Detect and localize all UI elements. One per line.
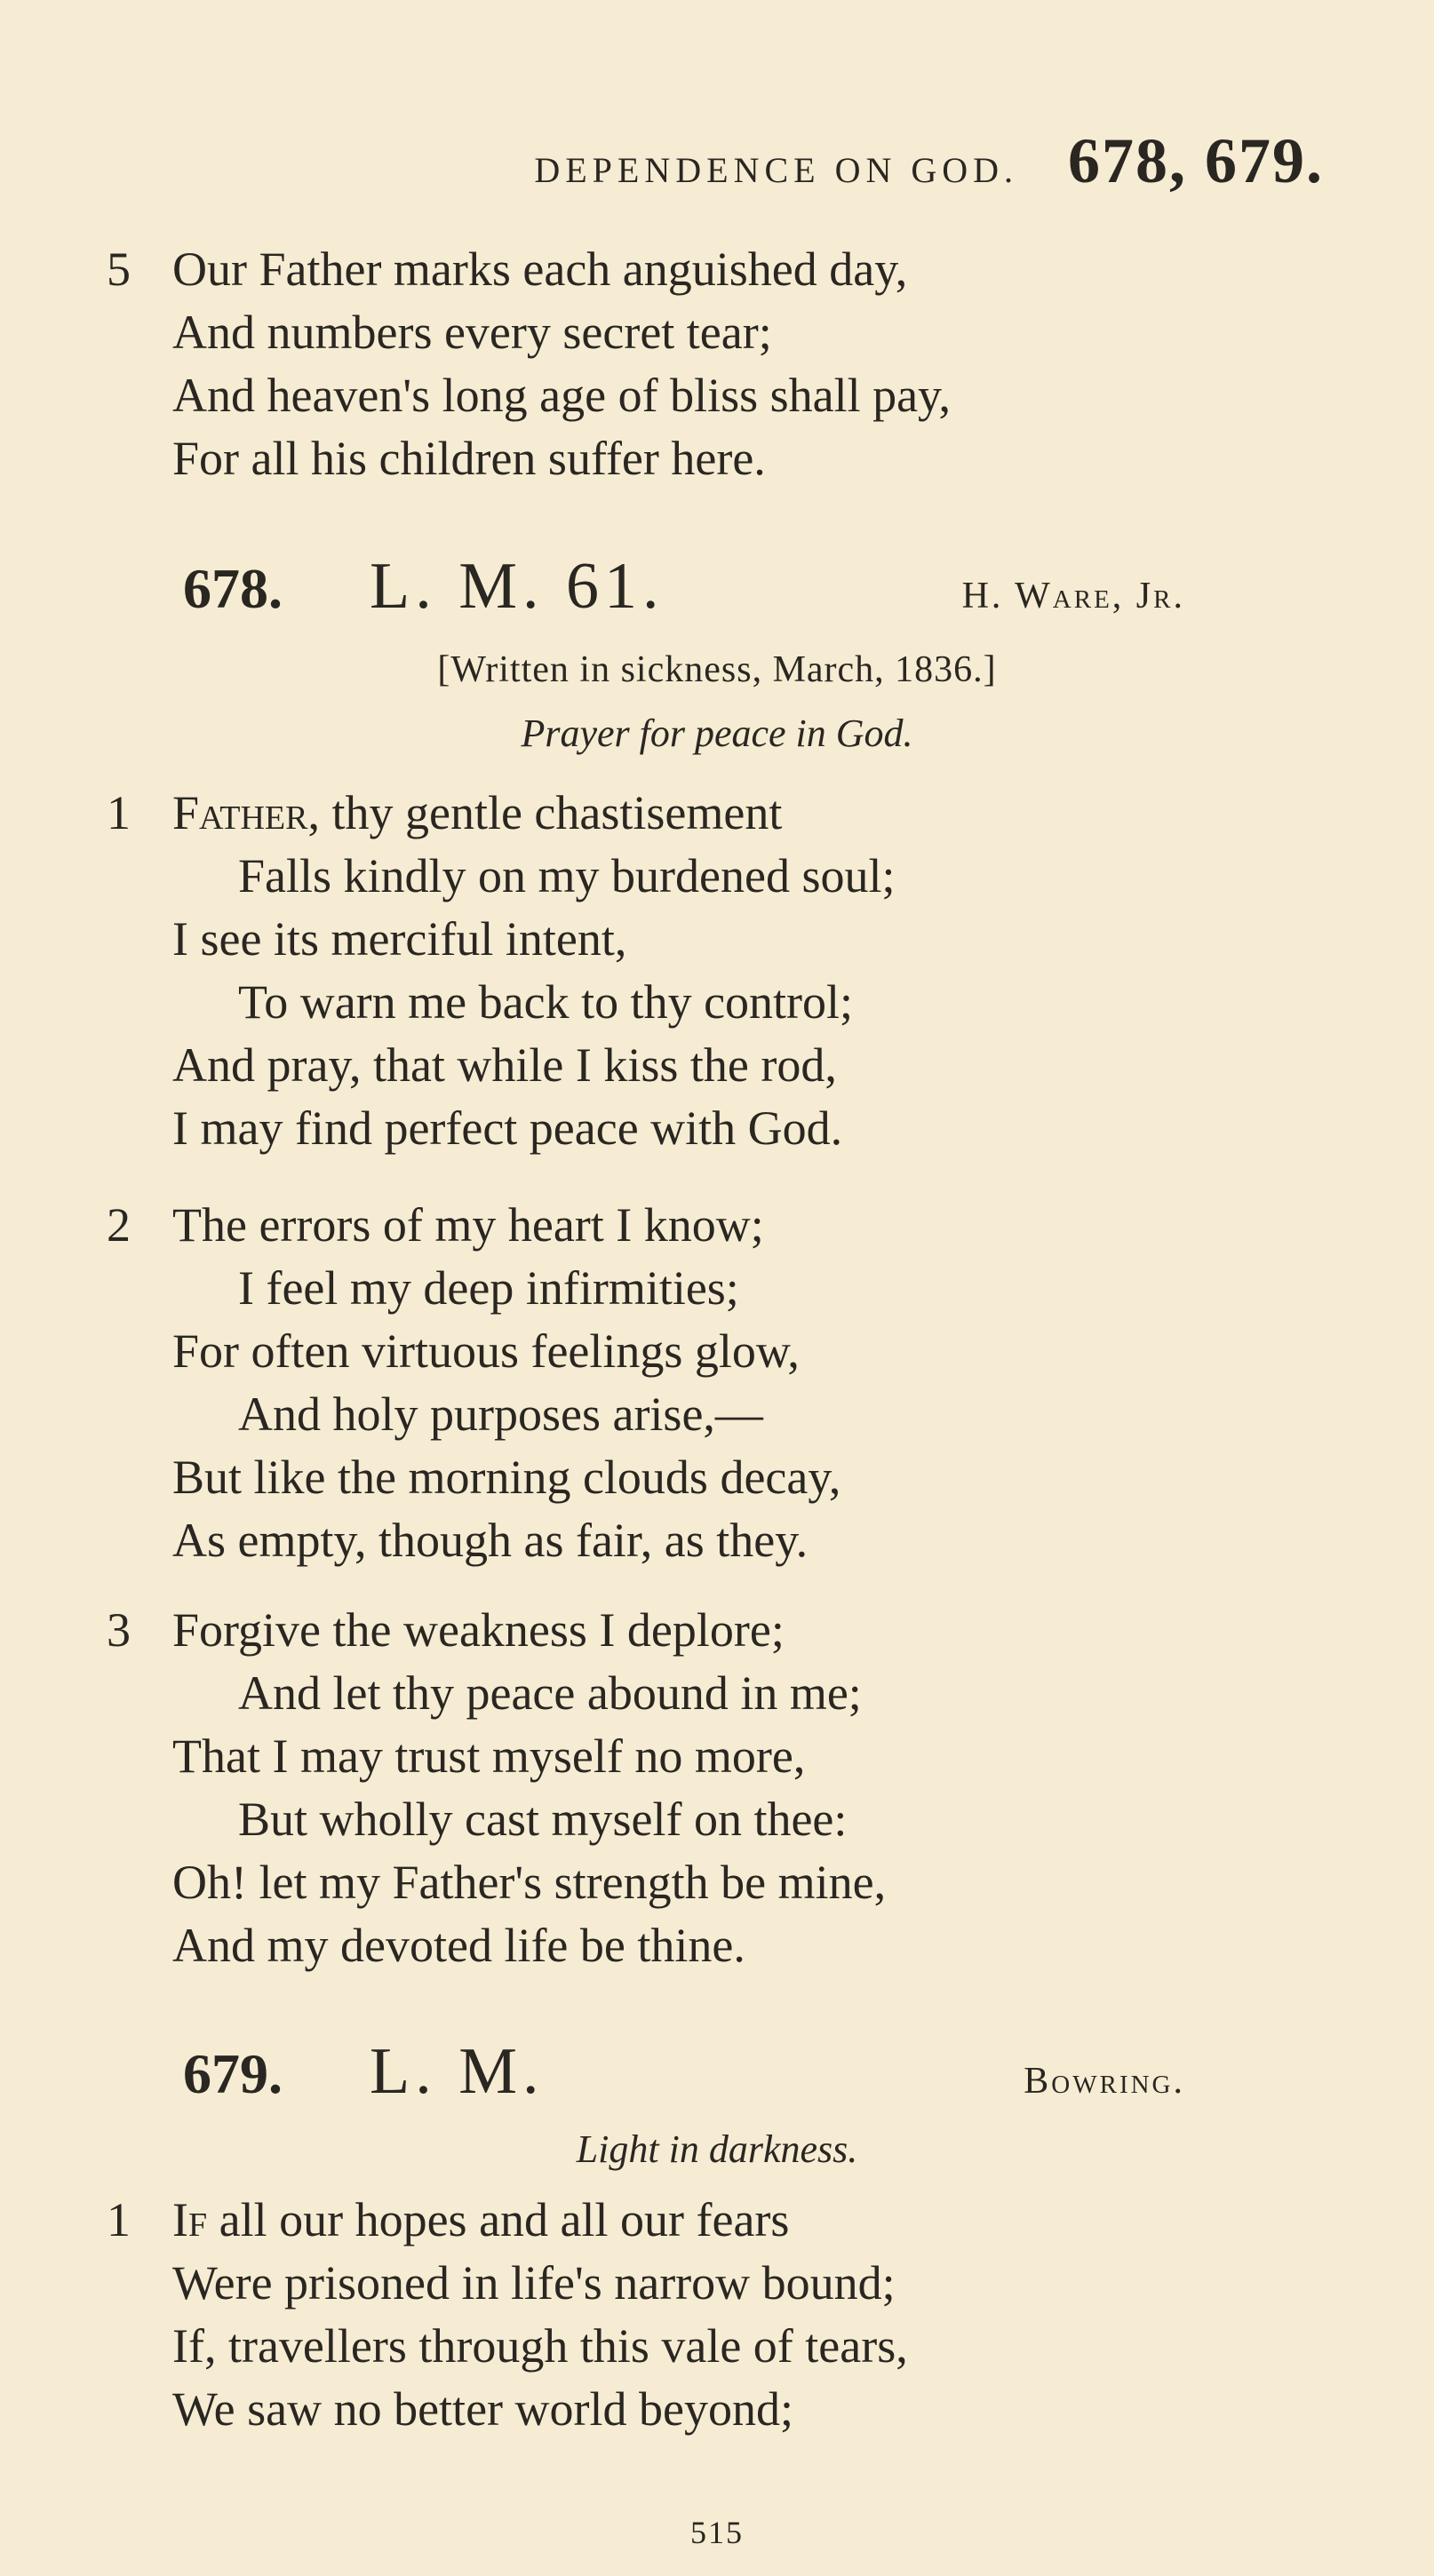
stanza-line: Oh! let my Father's strength be mine, — [172, 1856, 887, 1909]
stanza-line: 2 The errors of my heart I know; — [107, 1194, 840, 1257]
stanza-line: But like the morning clouds decay, — [172, 1451, 841, 1504]
hymn-author: Bowring. — [1024, 2061, 1185, 2102]
prev-hymn-stanza-5 — [107, 238, 951, 490]
stanza-line: Falls kindly on my burdened soul; — [238, 849, 896, 902]
stanza-line: 1 Father, thy gentle chastisement — [107, 782, 895, 845]
first-word: Father, — [172, 786, 320, 839]
stanza-line: For often virtuous feelings glow, — [172, 1324, 800, 1378]
stanza-line: 5 Our Father marks each anguished day, — [107, 238, 951, 301]
stanza-line: Were prisoned in life's narrow bound; — [172, 2256, 896, 2310]
hymn-author: H. Ware, Jr. — [961, 576, 1185, 616]
stanza-line: That I may trust myself no more, — [172, 1729, 806, 1783]
hymn-number: 679. — [183, 2042, 283, 2105]
hymn-679-stanza-1 — [107, 2189, 908, 2441]
stanza-line: If, travellers through this vale of tears, — [172, 2319, 908, 2373]
hymn-679-heading — [183, 2034, 1185, 2110]
hymn-meter: L. M. 61. — [370, 550, 665, 623]
hymn-678-stanza-2 — [107, 1194, 840, 1572]
hymn-678-stanza-1 — [107, 782, 895, 1160]
stanza-line: I feel my deep infirmities; — [238, 1261, 739, 1315]
stanza-number: 5 — [107, 242, 131, 296]
stanza-line: And holy purposes arise,— — [238, 1387, 763, 1441]
stanza-line: And heaven's long age of bliss shall pay, — [172, 369, 952, 422]
hymn-678-stanza-3 — [107, 1599, 886, 1977]
hymn-679-title: Light in darkness. — [576, 2127, 858, 2171]
hymn-meter: L. M. — [370, 2035, 545, 2108]
hymn-678-heading — [183, 549, 1185, 624]
stanza-line: I see its merciful intent, — [172, 912, 627, 966]
first-word: If — [172, 2193, 208, 2246]
page-number: 515 — [690, 2515, 744, 2550]
stanza-number: 3 — [107, 1603, 131, 1657]
stanza-line: We saw no better world beyond; — [172, 2382, 793, 2436]
stanza-line: As empty, though as fair, as they. — [172, 1514, 809, 1567]
stanza-line: I may find perfect peace with God. — [172, 1101, 843, 1155]
stanza-line: And my devoted life be thine. — [172, 1919, 745, 1972]
hymn-number: 678. — [183, 557, 283, 620]
hymn-678-title: Prayer for peace in God. — [521, 712, 913, 755]
stanza-number: 1 — [107, 786, 131, 839]
stanza-line: And let thy peace abound in me; — [238, 1666, 862, 1720]
header-hymn-numbers: 678, 679. — [1068, 125, 1324, 196]
stanza-line: But wholly cast myself on thee: — [238, 1793, 848, 1846]
stanza-line: And pray, that while I kiss the rod, — [172, 1038, 837, 1092]
stanza-number: 2 — [107, 1198, 131, 1252]
stanza-line: And numbers every secret tear; — [172, 306, 772, 359]
stanza-number: 1 — [107, 2193, 131, 2246]
hymn-678-note: [Written in sickness, March, 1836.] — [437, 649, 997, 690]
stanza-line: 3 Forgive the weakness I deplore; — [107, 1599, 886, 1662]
header-topic: DEPENDENCE ON GOD. — [534, 150, 1018, 190]
stanza-line: 1 If all our hopes and all our fears — [107, 2189, 908, 2252]
stanza-line: For all his children suffer here. — [172, 432, 766, 485]
stanza-line: To warn me back to thy control; — [238, 975, 854, 1029]
running-header — [534, 124, 1324, 198]
